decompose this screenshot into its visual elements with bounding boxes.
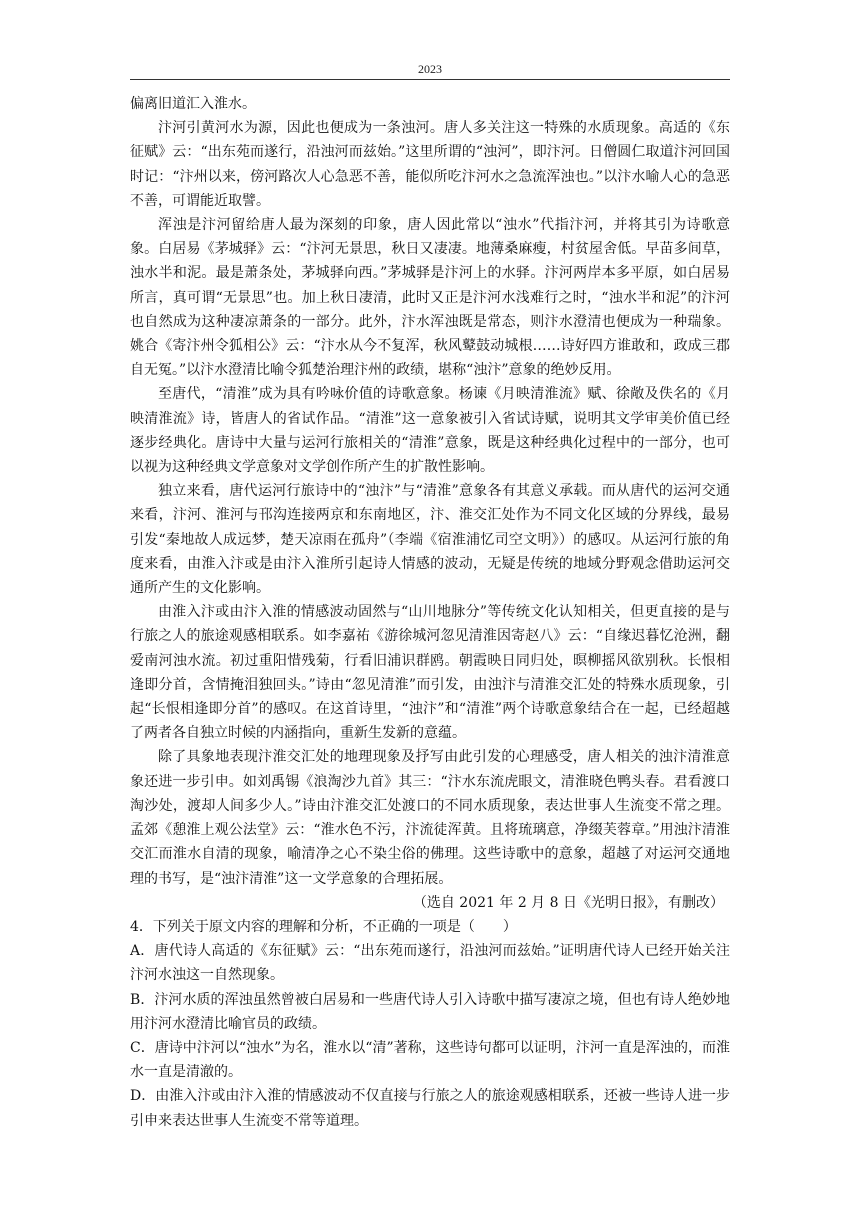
article-paragraph: 汴河引黄河水为源，因此也便成为一条浊河。唐人多关注这一特殊的水质现象。高适的《东征赋》云：“出东苑而遂行，沿浊河而兹始。”这里所谓的“浊河”，即汴河。日僧圆仁取道汴河回国时记：“汴州以来，傍河路次人心急恶不善，能似所吃汴河水之急流浑浊也。”以汴水喻人心的急恶不善，可谓能近取譬。: [130, 120, 730, 209]
page-header: 2023: [418, 62, 442, 76]
header-rule: [130, 79, 730, 80]
option-b: B．汴河水质的浑浊虽然曾被白居易和一些唐代诗人引入诗歌中描写凄凉之境，但也有诗人绝妙地用汴河水澄清比喻官员的政绩。: [130, 991, 730, 1032]
question-stem: 4．下列关于原文内容的理解和分析，不正确的一项是（ ）: [130, 918, 517, 935]
article-paragraph: 浑浊是汴河留给唐人最为深刻的印象，唐人因此常以“浊水”代指汴河，并将其引为诗歌意象。白居易《茅城驿》云：“汴河无景思，秋日又凄凄。地薄桑麻瘦，村贫屋舍低。早苗多间草，浊水半和泥。最是萧条处，茅城驿向西。”茅城驿是汴河上的水驿。汴河两岸本多平原，如白居易所言，真可谓“无景思”也。加上秋日凄清，此时又正是汴河水浅难行之时，“浊水半和泥”的汴河也自然成为这种凄凉萧条的一部分。此外，汴水浑浊既是常态，则汴水澄清也便成为一种瑞象。姚合《寄汴州令狐相公》云：“汴水从今不复浑，秋风鼙鼓动城根……诗好四方谁敢和，政成三郡自无冤。”以汴水澄清比喻令狐楚治理汴州的政绩，堪称“浊汴”意象的绝妙反用。: [130, 217, 730, 379]
article-paragraph: 至唐代，“清淮”成为具有吟咏价值的诗歌意象。杨谏《月映清淮流》赋、徐敞及佚名的《月映清淮流》诗，皆唐人的省试作品。“清淮”这一意象被引入省试诗赋，说明其文学审美价值已经逐步经典化。唐诗中大量与运河行旅相关的“清淮”意象，既是这种经典化过程中的一部分，也可以视为这种经典文学意象对文学创作所产生的扩散性影响。: [130, 386, 730, 476]
article-paragraph: 由淮入汴或由汴入淮的情感波动固然与“山川地脉分”等传统文化认知相关，但更直接的是与行旅之人的旅途观感相联系。如李嘉祐《游徐城河忽见清淮因寄赵八》云：“自缘迟暮忆沧洲，翻爱南河浊水流。初过重阳惜残菊，行看旧浦识群鸥。朝霞映日同归处，暝柳摇风欲别秋。长恨相逢即分首，含情掩泪独回头。”诗由“忽见清淮”而引发，由浊汴与清淮交汇处的特殊水质现象，引起“长恨相逢即分首”的感叹。在这首诗里，“浊汴”和“清淮”两个诗歌意象结合在一起，已经超越了两者各自独立时候的内涵指向，重新生发新的意蕴。: [130, 604, 730, 742]
article-paragraph: 独立来看，唐代运河行旅诗中的“浊汴”与“清淮”意象各有其意义承载。而从唐代的运河交通来看，汴河、淮河与邗沟连接两京和东南地区，汴、淮交汇处作为不同文化区域的分界线，最易引发“秦地故人成远梦，楚天凉雨在孤舟”（李端《宿淮浦忆司空文明》）的感叹。从运河行旅的角度来看，由淮入汴或是由汴入淮所引起诗人情感的波动，无疑是传统的地域分野观念借助运河交通所产生的文化影响。: [130, 483, 730, 597]
option-c: C．唐诗中汴河以“浊水”为名，淮水以“清”著称，这些诗句都可以证明，汴河一直是浑浊的，而淮水一直是清澈的。: [130, 1039, 730, 1081]
article-body: [130, 92, 730, 1133]
option-d: D．由淮入汴或由汴入淮的情感波动不仅直接与行旅之人的旅途观感相联系，还被一些诗人进一步引申来表达世事人生流变不常等道理。: [130, 1088, 730, 1129]
option-a: A．唐代诗人高适的《东征赋》云：“出东苑而遂行，沿浊河而兹始。”证明唐代诗人已经开始关注汴河水浊这一自然现象。: [130, 943, 730, 984]
article-paragraph: 除了具象地表现汴淮交汇处的地理现象及抒写由此引发的心理感受，唐人相关的浊汴清淮意象还进一步引申。如刘禹锡《浪淘沙九首》其三：“汴水东流虎眼文，清淮晓色鸭头春。君看渡口淘沙处，渡却人间多少人。”诗由汴淮交汇处渡口的不同水质现象，表达世事人生流变不常之理。孟郊《憩淮上观公法堂》云：“淮水色不污，汴流徒浑黄。且将琉璃意，净缀芙蓉章。”用浊汴清淮交汇而淮水自清的现象，喻清净之心不染尘俗的佛理。这些诗歌中的意象，超越了对运河交通地理的书写，是“浊汴清淮”这一文学意象的合理拓展。: [130, 749, 730, 887]
article-source: （选自 2021 年 2 月 8 日《光明日报》，有删改）: [412, 894, 724, 911]
article-paragraph: 偏离旧道汇入淮水。: [130, 96, 256, 112]
